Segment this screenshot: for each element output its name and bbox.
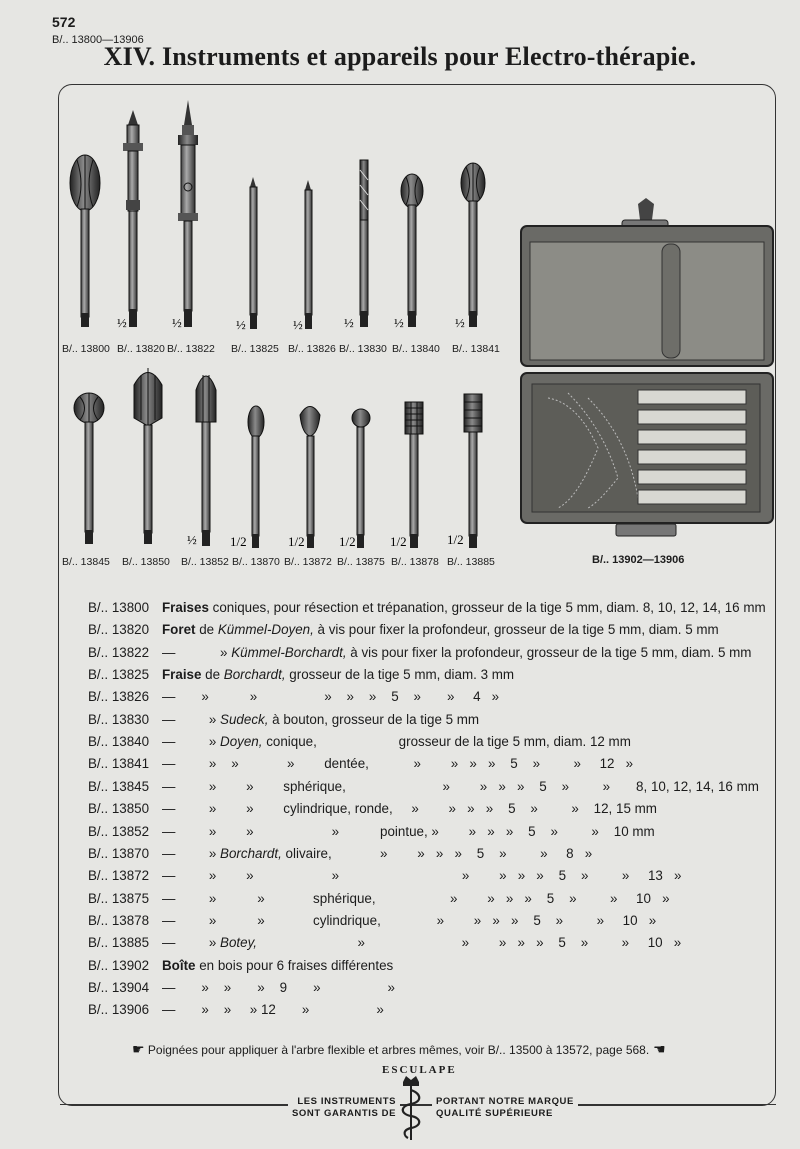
description-part: — »	[162, 734, 221, 750]
catalog-description	[162, 712, 479, 727]
page-range: B/.. 13800—13906	[52, 34, 144, 46]
footer-right	[432, 1096, 578, 1120]
catalog-code: B/.. 13870	[88, 845, 150, 861]
catalog-row	[88, 622, 719, 637]
burr-13870	[230, 406, 264, 549]
description-part: Borchardt,	[223, 667, 286, 683]
scale-mark: ½	[455, 315, 465, 330]
description-part: — » » » 9 » »	[162, 979, 395, 995]
description-part: à vis pour fixer la profondeur, grosseur de la tige 5 mm, diam. 5 mm	[313, 622, 719, 638]
caption-13872: B/.. 13872	[284, 556, 332, 568]
description-part: olivaire, » » » » 5 » » 8 »	[281, 845, 593, 861]
catalog-code: B/.. 13902	[88, 957, 150, 973]
caption-13830: B/.. 13830	[339, 343, 387, 355]
caption-13845: B/.. 13845	[62, 556, 110, 568]
description-part: de	[201, 667, 224, 683]
drill-13820	[117, 110, 143, 330]
instruments-row1-illustration	[60, 95, 510, 345]
catalog-code: B/.. 13885	[88, 935, 150, 951]
burr-13830	[344, 160, 368, 330]
footer-left-line1: LES INSTRUMENTS	[297, 1096, 397, 1107]
catalog-description	[162, 756, 633, 771]
burr-13885	[447, 394, 482, 548]
description-part: — » » » dentée, » » » » 5 » » 12 »	[162, 756, 634, 772]
catalog-row	[88, 846, 592, 861]
description-part: Kümmel-Doyen,	[217, 622, 314, 638]
catalog-row	[88, 779, 759, 794]
catalog-code: B/.. 13850	[88, 801, 150, 817]
scale-mark: 1/2	[339, 534, 356, 549]
catalog-description	[162, 600, 766, 615]
page-title: XIV. Instruments et appareils pour Electro-thérapie.	[103, 42, 697, 71]
scale-mark: 1/2	[288, 534, 305, 549]
description-part: conique, grosseur de la tige 5 mm, diam. 12 mm	[262, 734, 631, 750]
caption-13820: B/.. 13820	[117, 343, 165, 355]
catalog-row	[88, 891, 670, 906]
catalog-code: B/.. 13825	[88, 667, 150, 683]
caption-case: B/.. 13902—13906	[592, 554, 685, 566]
scale-mark: ½	[293, 317, 303, 332]
catalog-code: B/.. 13878	[88, 912, 150, 928]
catalog-description	[162, 689, 499, 704]
catalog-code: B/.. 13841	[88, 756, 150, 772]
scale-mark: ½	[344, 315, 354, 330]
catalog-code: B/.. 13875	[88, 890, 150, 906]
scale-mark: ½	[236, 317, 246, 332]
catalog-description	[162, 891, 670, 906]
burr-13852	[187, 375, 216, 547]
esculape-logo-icon	[398, 1076, 424, 1142]
catalog-row	[88, 935, 681, 950]
catalog-row	[88, 734, 631, 749]
scale-mark: ½	[187, 532, 197, 547]
burr-13841	[455, 163, 485, 330]
scale-mark: 1/2	[390, 534, 407, 549]
caption-13878: B/.. 13878	[391, 556, 439, 568]
description-part: Foret	[162, 622, 196, 638]
catalog-code: B/.. 13830	[88, 711, 150, 727]
caption-13800: B/.. 13800	[62, 343, 110, 355]
description-part: grosseur de la tige 5 mm, diam. 3 mm	[285, 667, 515, 683]
catalog-row	[88, 689, 499, 704]
note-text: Poignées pour appliquer à l'arbre flexible et arbres mêmes, voir B/.. 13500 à 13572, page 568.	[147, 1043, 650, 1057]
catalog-code: B/.. 13826	[88, 689, 150, 705]
scale-mark: ½	[117, 315, 127, 330]
caption-13850: B/.. 13850	[122, 556, 170, 568]
pointing-hand-icon: ☛	[132, 1041, 145, 1057]
catalog-code: B/.. 13840	[88, 734, 150, 750]
catalog-description	[162, 846, 592, 861]
caption-13825: B/.. 13825	[231, 343, 279, 355]
description-part: — » » » 12 » »	[162, 1002, 384, 1018]
burr-13875	[339, 409, 370, 549]
catalog-code: B/.. 13800	[88, 600, 150, 615]
catalog-row	[88, 824, 655, 839]
catalog-row	[88, 600, 766, 615]
catalog-row	[88, 913, 656, 928]
description-part: — »	[162, 644, 232, 660]
catalog-row	[88, 667, 514, 682]
footer-right-line1: PORTANT NOTRE MARQUE	[436, 1096, 574, 1107]
catalog-description	[162, 667, 514, 682]
description-part: Boîte	[162, 957, 196, 973]
description-part: — » » » » » 5 » » 4 »	[162, 689, 500, 705]
page-number: 572	[52, 14, 76, 30]
caption-13826: B/.. 13826	[288, 343, 336, 355]
description-part: Botey,	[220, 935, 258, 951]
description-part: Sudeck,	[220, 711, 269, 727]
description-part: Borchardt,	[220, 845, 282, 861]
catalog-row	[88, 958, 393, 973]
catalog-code: B/.. 13906	[88, 1002, 150, 1018]
catalog-code: B/.. 13852	[88, 823, 150, 839]
catalog-description	[162, 913, 656, 928]
scale-mark: ½	[172, 315, 182, 330]
burr-13840	[394, 174, 423, 330]
description-part: de	[195, 622, 218, 638]
footer-brand: ESCULAPE	[382, 1064, 457, 1076]
catalog-code: B/.. 13904	[88, 979, 150, 995]
caption-13840: B/.. 13840	[392, 343, 440, 355]
burr-13845	[74, 393, 104, 544]
caption-13870: B/.. 13870	[232, 556, 280, 568]
description-part: — » » cylindrique, » » » » 5 » » 10 »	[162, 912, 657, 928]
catalog-row	[88, 868, 681, 883]
catalog-code: B/.. 13872	[88, 868, 150, 884]
catalog-description	[162, 734, 631, 749]
burr-13850	[134, 368, 162, 544]
catalog-description	[162, 801, 657, 816]
description-part: — » » » » » » » 5 » » 13 »	[162, 868, 682, 884]
catalog-description	[162, 935, 681, 950]
burr-13825	[236, 177, 257, 332]
catalog-row	[88, 1002, 384, 1017]
description-part: — » » » pointue, » » » » 5 » » 10 mm	[162, 823, 655, 839]
burr-13826	[293, 180, 312, 332]
catalog-code: B/.. 13845	[88, 778, 150, 794]
scale-mark: ½	[394, 315, 404, 330]
catalog-description	[162, 1002, 384, 1017]
case-illustration	[518, 198, 778, 548]
description-part: — » » cylindrique, ronde, » » » » 5 » » 12, 15 mm	[162, 801, 657, 817]
catalog-description	[162, 868, 681, 883]
description-part: coniques, pour résection et trépanation, grosseur de la tige 5 mm, diam. 8, 10, 12, 14, 16 mm	[208, 600, 766, 615]
description-part: Fraises	[162, 600, 209, 615]
catalog-description	[162, 980, 395, 995]
caption-13875: B/.. 13875	[337, 556, 385, 568]
burr-13872	[288, 407, 320, 550]
catalog-code: B/.. 13822	[88, 644, 150, 660]
catalog-row	[88, 756, 633, 771]
catalog-row	[88, 980, 395, 995]
burr-13878	[390, 402, 423, 549]
catalog-description	[162, 779, 759, 794]
catalog-description	[162, 824, 655, 839]
catalog-description	[162, 958, 393, 973]
catalog-row	[88, 645, 751, 660]
scale-mark: 1/2	[230, 534, 247, 549]
caption-13852: B/.. 13852	[181, 556, 229, 568]
description-part: Kümmel-Borchardt,	[231, 644, 347, 660]
description-part: Fraise	[162, 667, 202, 683]
description-part: à vis pour fixer la profondeur, grosseur de la tige 5 mm, diam. 5 mm	[346, 644, 752, 660]
cross-reference-note	[132, 1041, 665, 1058]
footer-left-line2: SONT GARANTIS DE	[292, 1108, 397, 1119]
footer-left	[288, 1096, 400, 1120]
pointing-hand-icon: ☛	[652, 1041, 666, 1057]
catalog-row	[88, 801, 657, 816]
description-part: à bouton, grosseur de la tige 5 mm	[268, 711, 480, 727]
catalog-row	[88, 712, 479, 727]
description-part: — » » sphérique, » » » » 5 » » 10 »	[162, 890, 670, 906]
caption-13885: B/.. 13885	[447, 556, 495, 568]
description-part: — »	[162, 711, 221, 727]
burr-13800	[70, 155, 100, 327]
catalog-description	[162, 645, 751, 660]
instruments-row2-illustration	[60, 360, 510, 555]
drill-13822	[172, 100, 198, 330]
caption-13822: B/.. 13822	[167, 343, 215, 355]
scale-mark: 1/2	[447, 532, 464, 547]
description-part: — » » sphérique, » » » » 5 » » 8, 10, 12, 14, 16 mm	[162, 778, 759, 794]
footer-right-line2: QUALITÉ SUPÉRIEURE	[436, 1108, 553, 1119]
caption-13841: B/.. 13841	[452, 343, 500, 355]
catalog-description	[162, 622, 719, 637]
description-part: Doyen,	[220, 734, 263, 750]
description-part: — »	[162, 845, 221, 861]
description-part: » » » » » 5 » » 10 »	[257, 935, 682, 951]
description-part: en bois pour 6 fraises différentes	[195, 957, 394, 973]
catalog-code: B/.. 13820	[88, 622, 150, 638]
description-part: — »	[162, 935, 221, 951]
